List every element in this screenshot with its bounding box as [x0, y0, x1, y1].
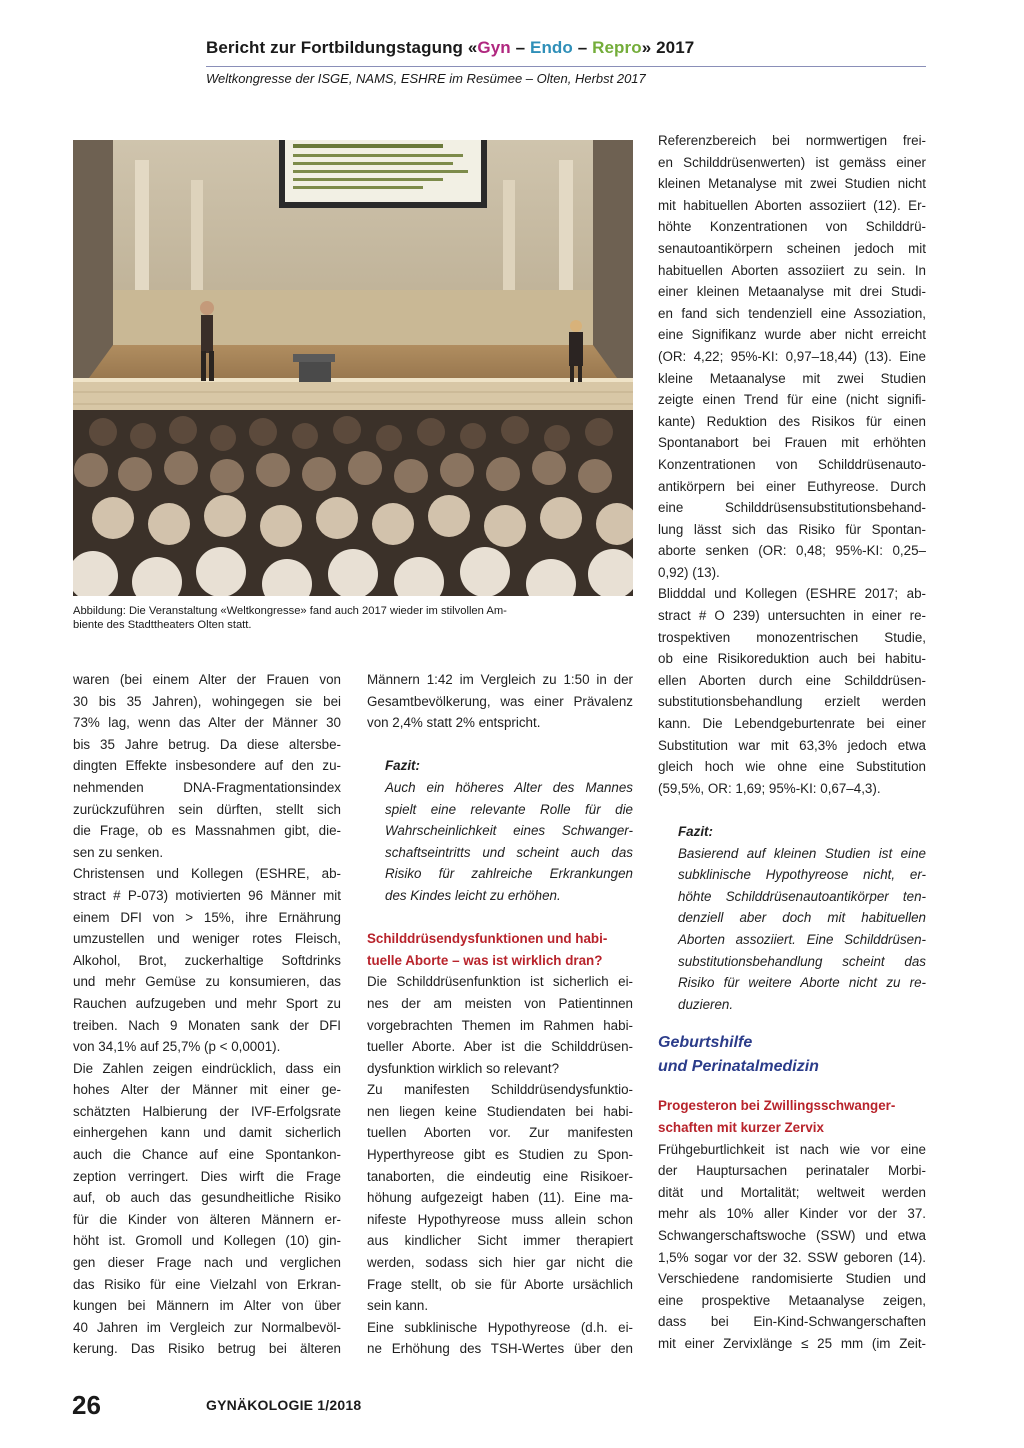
- text-line: Männern 1:42 im Vergleich zu 1:50 in der: [367, 672, 633, 687]
- text-line: auch die Chance auf eine Spontankon-: [73, 1147, 341, 1163]
- text-line: auf, ob auch das gesundheitliche Risiko: [73, 1190, 341, 1206]
- text-line: Substitution war mit 63,3% jedoch etwa: [658, 737, 926, 753]
- text-line: kleine Metaanalyse mit zwei Studien: [658, 370, 926, 386]
- text-line: tuellen Aborten vor. Zur manifesten: [367, 1125, 633, 1141]
- text-line: hohes Alter der Männer mit einer ge-: [73, 1082, 341, 1098]
- title-dash: –: [572, 38, 593, 57]
- text-line: höhung aufgezeigt haben (11). Eine ma-: [367, 1190, 633, 1206]
- text-line: Die Schilddrüsenfunktion ist sicherlich ei-: [367, 974, 633, 990]
- text-line: kungen bei Männern im Alter von über: [73, 1298, 341, 1314]
- text-line: dysfunktion wirklich so relevant?: [367, 1060, 560, 1076]
- fazit-line: Aborten assoziiert. Eine Schilddrüsen-: [678, 931, 926, 947]
- text-line: bis 35 Jahre betrug. Da diese altersbe-: [73, 736, 341, 752]
- fazit-line: spielt eine relevante Rolle für die: [385, 801, 633, 817]
- fazit-line: denziell aber doch mit habituellen: [678, 910, 926, 926]
- fazit-line: subklinische Hypothyreose nicht, er-: [678, 867, 926, 883]
- text-line: substitutionsbehandlung erzielt werden: [658, 694, 926, 710]
- title-dash: –: [510, 38, 530, 57]
- text-line: sen zu senken.: [73, 844, 164, 860]
- fazit-line: duzieren.: [678, 996, 734, 1012]
- heading-line: Progesteron bei Zwillingsschwanger-: [658, 1098, 896, 1114]
- section-title-line: und Perinatalmedizin: [658, 1058, 819, 1076]
- fazit-line: des Kindes leicht zu erhöhen.: [385, 887, 561, 903]
- fazit-box: [658, 821, 926, 1015]
- text-line: (59,5%, OR: 1,69; 95%-KI: 0,67–4,3).: [658, 780, 881, 796]
- text-line: Schwangerschaftswoche (SSW) und etwa: [658, 1227, 926, 1243]
- text-line: gleich hoch wie ohne eine Substitution: [658, 759, 926, 775]
- text-line: schätzten Halbierung der IVF-Erfolgsrate: [73, 1103, 341, 1119]
- sub-heading-progesteron: [658, 1095, 926, 1138]
- text-line: Gesamtbevölkerung, was einer Prävalenz: [367, 693, 633, 709]
- title-suffix: » 2017: [641, 38, 695, 57]
- text-line: aborte senken (OR: 0,48; 95%-KI: 0,25–: [658, 543, 926, 559]
- header-subtitle: Weltkongresse der ISGE, NAMS, ESHRE im Resümee – Olten, Herbst 2017: [206, 71, 646, 86]
- text-line: 0,92) (13).: [658, 564, 720, 580]
- section-heading: [367, 928, 633, 971]
- text-line: Blidddal und Kollegen (ESHRE 2017; ab-: [658, 586, 926, 602]
- header-title: [206, 38, 926, 58]
- text-line: stract # P-073) motivierten 96 Männer mit: [73, 887, 341, 903]
- text-line: ellen Aborten durch eine Schilddrüsen-: [658, 672, 926, 688]
- text-line: Zu manifesten Schilddrüsendysfunktio-: [367, 1082, 633, 1098]
- column-3: [658, 130, 926, 1354]
- text-line: (OR: 4,22; 95%-KI: 0,97–18,44) (13). Eine: [658, 348, 926, 364]
- text-line: einer kleinen Metaanalyse mit drei Studi-: [658, 284, 926, 300]
- text-line: 1,5% sogar vor der 32. SSW geboren (14).: [658, 1249, 926, 1265]
- title-endo: Endo: [530, 38, 573, 57]
- text-line: von 2,4% statt 2% entspricht.: [367, 715, 541, 731]
- section-title-geburtshilfe: [658, 1031, 926, 1079]
- text-line: kante) Reduktion des Risikos für einen: [658, 413, 926, 429]
- text-line: mit habituellen Aborten assoziiert (12). Er-: [658, 197, 926, 213]
- text-line: von 34,1% auf 25,7% (p < 0,0001).: [73, 1039, 281, 1055]
- caption-line: biente des Stadttheaters Olten statt.: [73, 619, 252, 631]
- text-line: einhergehen kann und damit sicherlich: [73, 1125, 341, 1141]
- text-line: Eine subklinische Hypothyreose (d.h. ei-: [367, 1319, 633, 1335]
- text-line: ob eine Risikoreduktion auch bei habitu-: [658, 651, 926, 667]
- heading-line: tuelle Aborte – was ist wirklich dran?: [367, 952, 603, 968]
- text-line: zeigte einen Trend für eine (nicht signifi-: [658, 392, 926, 408]
- text-line: treiben. Nach 9 Monaten sank der DFI: [73, 1017, 341, 1033]
- fazit-box: [367, 755, 633, 906]
- text-line: dität und Mortalität; weltweit werden: [658, 1184, 926, 1200]
- text-line: nehmenden DNA-Fragmentationsindex: [73, 779, 341, 795]
- text-line: umzustellen und weniger rotes Fleisch,: [73, 931, 341, 947]
- fazit-line: schaftseintritts und scheint auch das: [385, 844, 633, 860]
- text-line: sein kann.: [367, 1298, 429, 1314]
- text-line: einem DFI von > 15%, ihre Ernährung: [73, 909, 341, 925]
- text-line: das Risiko für eine Vielzahl von Erkran-: [73, 1276, 341, 1292]
- text-line: Rauchen aufzugeben und mehr Sport zu: [73, 995, 341, 1011]
- text-line: Alkohol, Brot, zuckerhaltige Softdrinks: [73, 952, 341, 968]
- text-line: höht ist. Gromoll und Kollegen (10) gin-: [73, 1233, 341, 1249]
- fazit-line: Auch ein höheres Alter des Mannes: [385, 779, 633, 795]
- text-line: tanaborten, die eindeutig eine Risikoer-: [367, 1168, 633, 1184]
- text-line: en Schilddrüsenwerten) ist gemäss einer: [658, 154, 926, 170]
- text-line: aus kindlicher Sicht immer therapiert: [367, 1233, 633, 1249]
- text-line: und mehr Gemüse zu konsumieren, das: [73, 974, 341, 990]
- text-line: Konzentrationen von Schilddrüsenauto-: [658, 456, 926, 472]
- text-line: Verschiedene randomisierte Studien und: [658, 1271, 926, 1287]
- text-line: eine Signifikanz wurde aber nicht erreicht: [658, 327, 926, 343]
- conference-photo: [73, 140, 633, 596]
- text-line: Referenzbereich bei normwertigen frei-: [658, 133, 926, 148]
- text-line: für die Kinder von älteren Männern er-: [73, 1211, 341, 1227]
- text-line: werden, sodass sich hier gar nicht die: [367, 1255, 633, 1271]
- text-line: zurückzuführen sein dürften, stellt sich: [73, 801, 341, 817]
- text-line: Hyperthyreose gibt es Studien zu Spon-: [367, 1147, 633, 1163]
- text-line: 40 Jahren im Vergleich zur Normalbevöl-: [73, 1319, 341, 1335]
- journal-issue: GYNÄKOLOGIE 1/2018: [206, 1397, 362, 1413]
- text-line: antikörpern bei einer Euthyreose. Durch: [658, 478, 926, 494]
- text-line: zeption verringert. Dies wirft die Frage: [73, 1168, 341, 1184]
- heading-line: Schilddrüsendysfunktionen und habi-: [367, 931, 608, 947]
- text-line: nifeste Hypothyreose muss allein schon: [367, 1211, 633, 1227]
- text-line: Frage stellt, ob sie für Aborte ursächlich: [367, 1276, 633, 1292]
- text-line: tueller Aborte. Aber ist die Schilddrüsen-: [367, 1039, 633, 1055]
- text-line: Christensen und Kollegen (ESHRE, ab-: [73, 866, 341, 882]
- text-line: gen dieser Frage nach und verglichen: [73, 1255, 341, 1271]
- text-line: nen liegen keine Studiendaten bei habi-: [367, 1103, 633, 1119]
- title-repro: Repro: [592, 38, 642, 57]
- text-line: ne Erhöhung des TSH-Wertes über den: [367, 1341, 633, 1357]
- text-line: vorgebrachten Themen im Rahmen habi-: [367, 1017, 633, 1033]
- heading-line: schaften mit kurzer Zervix: [658, 1119, 824, 1135]
- text-line: 30 bis 35 Jahren), wohingegen sie bei: [73, 693, 341, 709]
- title-prefix: Bericht zur Fortbildungstagung «: [206, 38, 478, 57]
- text-line: 73% lag, wenn das Alter der Männer 30: [73, 715, 341, 731]
- text-line: Die Zahlen zeigen eindrücklich, dass ein: [73, 1060, 341, 1076]
- text-line: kleinen Metanalyse mit zwei Studien nicht: [658, 176, 926, 192]
- fazit-line: höhte Schilddrüsenautoantikörper ten-: [678, 888, 926, 904]
- text-line: Spontanabort bei Frauen mit erhöhten: [658, 435, 926, 451]
- fazit-line: Risiko für zahlreiche Erkrankungen: [385, 866, 633, 882]
- header-rule: [206, 66, 926, 67]
- conference-photo-illustration: [73, 140, 633, 596]
- fazit-line: Risiko für weitere Aborte nicht zu re-: [678, 975, 926, 991]
- text-line: lung lässt sich das Risiko für Spontan-: [658, 521, 926, 537]
- figure-caption: [73, 604, 633, 632]
- fazit-line: Wahrscheinlichkeit eines Schwanger-: [385, 823, 633, 839]
- text-line: stract # O 239) untersuchten in einer re-: [658, 608, 926, 624]
- column-2: [367, 669, 633, 1360]
- text-line: eine prospektive Metaanalyse zeigen,: [658, 1292, 926, 1308]
- text-line: dass bei Ein-Kind-Schwangerschaften: [658, 1314, 926, 1330]
- text-line: kerung. Das Risiko betrug bei älteren: [73, 1341, 341, 1357]
- fazit-label: Fazit:: [678, 824, 713, 839]
- section-title-line: Geburtshilfe: [658, 1034, 753, 1052]
- text-line: dingten Effekte insbesondere auf den zu-: [73, 758, 341, 774]
- text-line: die Frage, ob es Massnahmen gibt, die-: [73, 823, 341, 839]
- text-line: der Hauptursachen perinataler Morbi-: [658, 1163, 926, 1179]
- running-header: [206, 38, 926, 86]
- text-line: kann. Die Lebendgeburtenrate bei einer: [658, 716, 926, 732]
- fazit-line: Basierend auf kleinen Studien ist eine: [678, 845, 926, 861]
- text-line: waren (bei einem Alter der Frauen von: [73, 672, 341, 687]
- fazit-line: substitutionsbehandlung scheint das: [678, 953, 926, 969]
- text-line: mit einer Zervixlänge ≤ 25 mm (im Zeit-: [658, 1335, 926, 1351]
- text-line: senautoantikörpern scheinen jedoch mit: [658, 240, 926, 256]
- fazit-label: Fazit:: [385, 758, 420, 774]
- text-line: eine Schilddrüsensubstitutionsbehand-: [658, 500, 926, 516]
- text-line: trospektiven monozentrischen Studie,: [658, 629, 926, 645]
- column-1: [73, 669, 341, 1360]
- text-line: habituellen Aborten assoziiert zu sein. In: [658, 262, 926, 278]
- caption-line: Abbildung: Die Veranstaltung «Weltkongresse» fand auch 2017 wieder im stilvollen Am-: [73, 605, 507, 617]
- title-gyn: Gyn: [477, 38, 511, 57]
- text-line: höhte Konzentrationen von Schilddrü-: [658, 219, 926, 235]
- text-line: nes der am meisten von Patientinnen: [367, 995, 633, 1011]
- text-line: en fand sich tendenziell eine Assoziation,: [658, 305, 926, 321]
- text-line: mehr als 10% aller Kinder vor der 37.: [658, 1206, 926, 1222]
- text-line: Frühgeburtlichkeit ist nach wie vor eine: [658, 1141, 926, 1157]
- page-number: 26: [72, 1390, 101, 1420]
